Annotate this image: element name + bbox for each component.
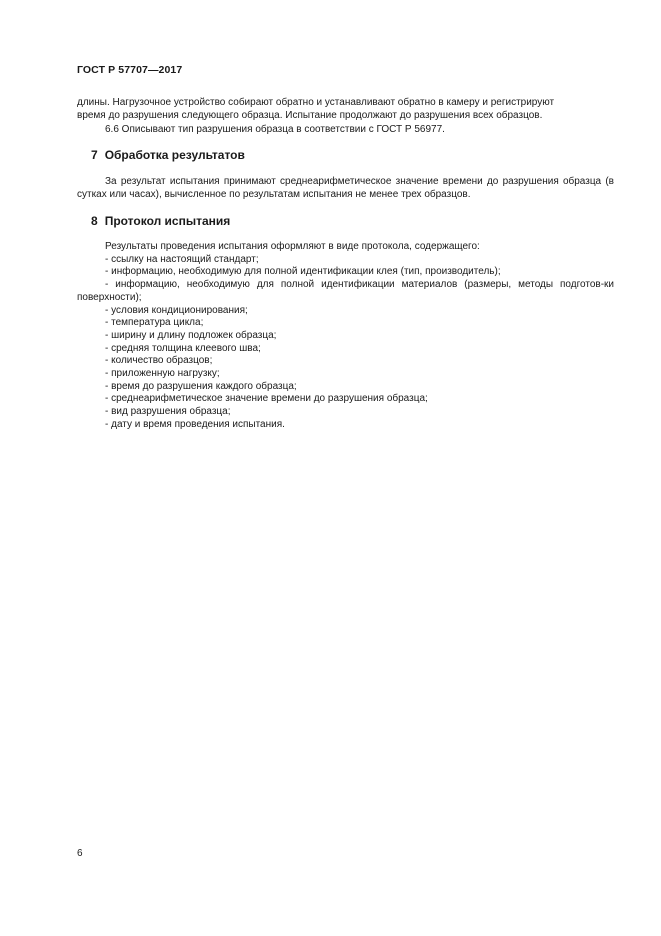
section-8-number: 8 (91, 214, 98, 228)
section-7-heading (91, 148, 245, 162)
list-item: - вид разрушения образца; (105, 406, 231, 418)
intro-line-1: длины. Нагрузочное устройство собирают обратно и устанавливают обратно в камеру и регистрируют (77, 97, 555, 108)
section-8-heading (91, 214, 230, 228)
document-header: ГОСТ Р 57707—2017 (77, 64, 183, 76)
intro-line-2: время до разрушения следующего образца. Испытание продолжают до разрушения всех образцов. (77, 110, 543, 122)
page-number: 6 (77, 848, 83, 859)
list-item: - информацию, необходимую для полной идентификации материалов (размеры, методы подготов-ки поверхности); (77, 279, 614, 303)
list-item: - условия кондиционирования; (105, 304, 248, 316)
list-item: - время до разрушения каждого образца; (105, 380, 297, 392)
list-item: - количество образцов; (105, 355, 213, 367)
clause-6-6: 6.6 Описывают тип разрушения образца в соответствии с ГОСТ Р 56977. (105, 123, 445, 135)
section-8-body (77, 241, 614, 432)
list-item: - ширину и длину подложек образца; (105, 329, 277, 341)
list-item: - среднеарифметическое значение времени до разрушения образца; (105, 393, 428, 405)
section-7-text: За результат испытания принимают среднеарифметическое значение времени до разрушения образца (в сутках или часах), вычисленное по результатам испытания не менее трех образцов. (77, 176, 614, 201)
list-item: - ссылку на настоящий стандарт; (105, 253, 259, 265)
intro-block (77, 96, 614, 136)
list-item: - дату и время проведения испытания. (105, 418, 285, 430)
section-8-title: Протокол испытания (104, 214, 231, 228)
section-7-body (77, 175, 614, 202)
list-item: - температура цикла; (105, 317, 204, 329)
section-7-title: Обработка результатов (104, 148, 245, 162)
list-item: - приложенную нагрузку; (105, 368, 220, 380)
list-item: - средняя толщина клеевого шва; (105, 342, 261, 354)
list-item: - информацию, необходимую для полной идентификации клея (тип, производитель); (105, 266, 501, 278)
section-8-intro: Результаты проведения испытания оформляют в виде протокола, содержащего: (105, 241, 480, 252)
section-7-number: 7 (91, 148, 98, 162)
